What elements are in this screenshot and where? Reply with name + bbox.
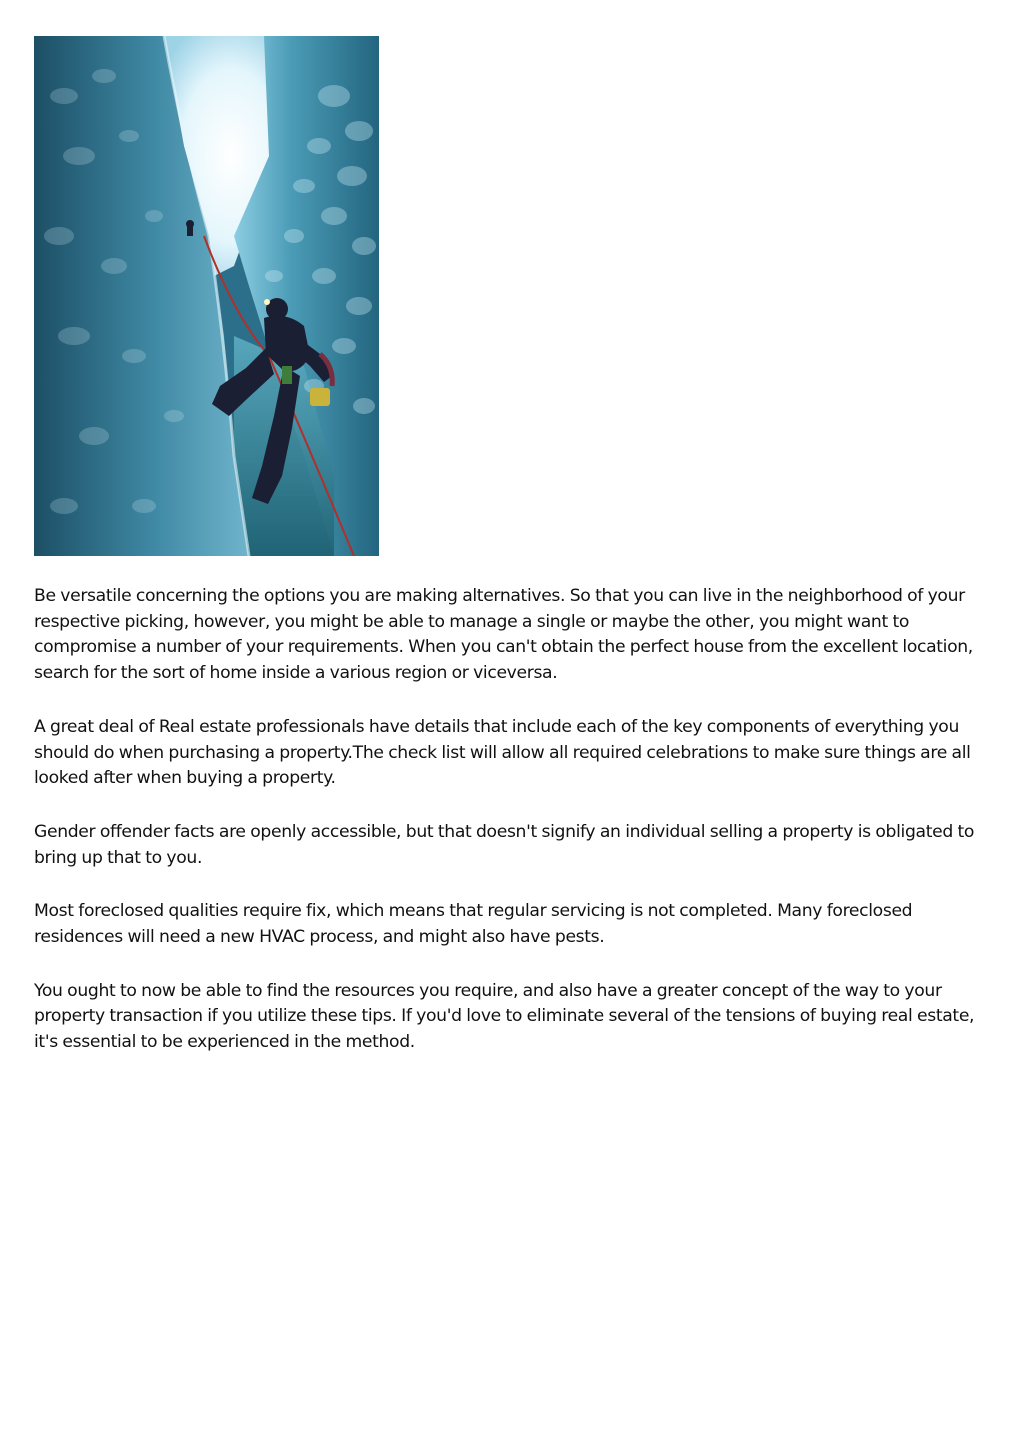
paragraph-flexibility: Be versatile concerning the options you are making alternatives. So that you can live in the neighborhood of your respective picking, however, you might be able to manage a single or maybe the other, you might want to compromise a number of your requirements. When you can't obtain the perfect house from the excellent location, search for the sort of home inside a various region or viceversa. [34, 586, 973, 684]
paragraph-offender-info: Gender offender facts are openly accessible, but that doesn't signify an individual selling a property is obligated to bring up that to you. [34, 821, 975, 868]
ice-climber-image [34, 36, 379, 556]
paragraph-conclusion: You ought to now be able to find the resources you require, and also have a greater concept of the way to your property transaction if you utilize these tips. If you'd love to eliminate several of the tensions of buying real estate, it's essential to be experienced in the method. [34, 980, 975, 1053]
paragraph-foreclosed-properties: Most foreclosed qualities require fix, which means that regular servicing is not completed. Many foreclosed residences will need a new HVAC process, and might also have pests. [34, 901, 913, 948]
paragraph-realtor-checklist: A great deal of Real estate professionals have details that include each of the key components of everything you should do when purchasing a property.The check list will allow all required celebrations to make sure things are all looked after when buying a property. [34, 716, 971, 789]
article-body [34, 584, 994, 1084]
article-photo [34, 36, 379, 556]
